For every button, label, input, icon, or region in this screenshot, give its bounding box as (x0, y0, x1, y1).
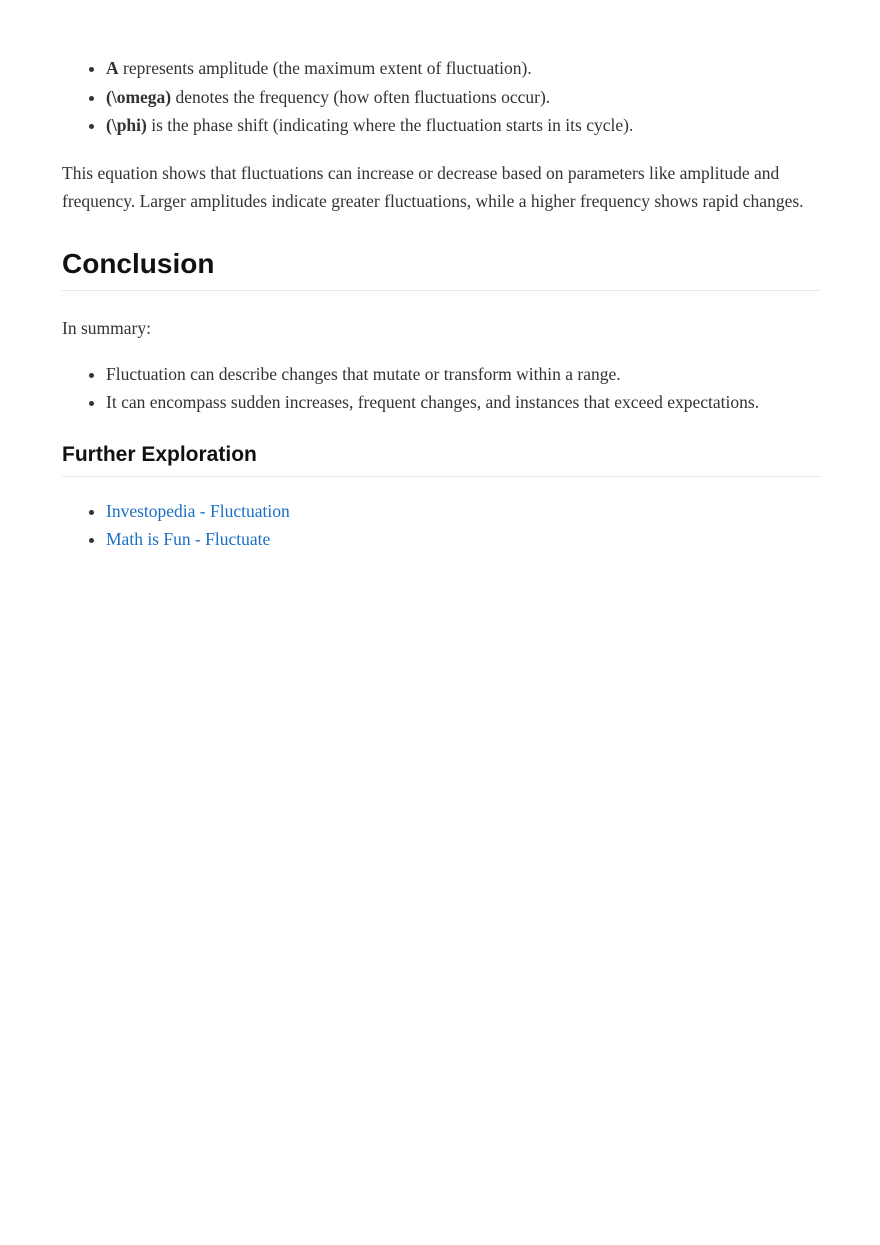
link-item-mathisfun (106, 525, 820, 554)
term-phase: (\phi) (106, 115, 147, 135)
summary-item: • It can encompass sudden increases, frequent changes, and instances that exceed expectations. (106, 388, 820, 417)
term-amplitude: A (106, 58, 119, 78)
link-item-investopedia (106, 497, 820, 526)
definition-text-phase: is the phase shift (indicating where the fluctuation starts in its cycle). (146, 115, 634, 135)
definition-list (62, 54, 820, 140)
link-list (62, 497, 820, 554)
summary-list (62, 360, 820, 417)
explanation-paragraph: This equation shows that fluctuations can increase or decrease based on parameters like amplitude and frequency. Larger amplitudes indicate greater fluctuations, while a higher frequency shows rapid changes. (62, 162, 804, 211)
term-frequency: (\omega) (106, 86, 172, 107)
math-is-fun-link[interactable]: Math is Fun - Fluctuate (106, 529, 271, 549)
definition-text-frequency: denotes the frequency (how often fluctuations occur). (171, 86, 551, 107)
summary-item: • Fluctuation can describe changes that mutate or transform within a range. (106, 360, 820, 389)
definition-item-amplitude (106, 54, 820, 83)
definition-item-phase (106, 111, 820, 140)
definition-text-amplitude: represents amplitude (the maximum extent of fluctuation). (118, 58, 532, 78)
document-page (62, 54, 820, 554)
further-exploration-heading: Further Exploration (62, 442, 820, 477)
conclusion-heading: Conclusion (62, 247, 820, 291)
summary-intro: In summary: (62, 317, 151, 338)
investopedia-link[interactable]: Investopedia - Fluctuation (106, 500, 290, 521)
definition-item-frequency (106, 83, 820, 112)
